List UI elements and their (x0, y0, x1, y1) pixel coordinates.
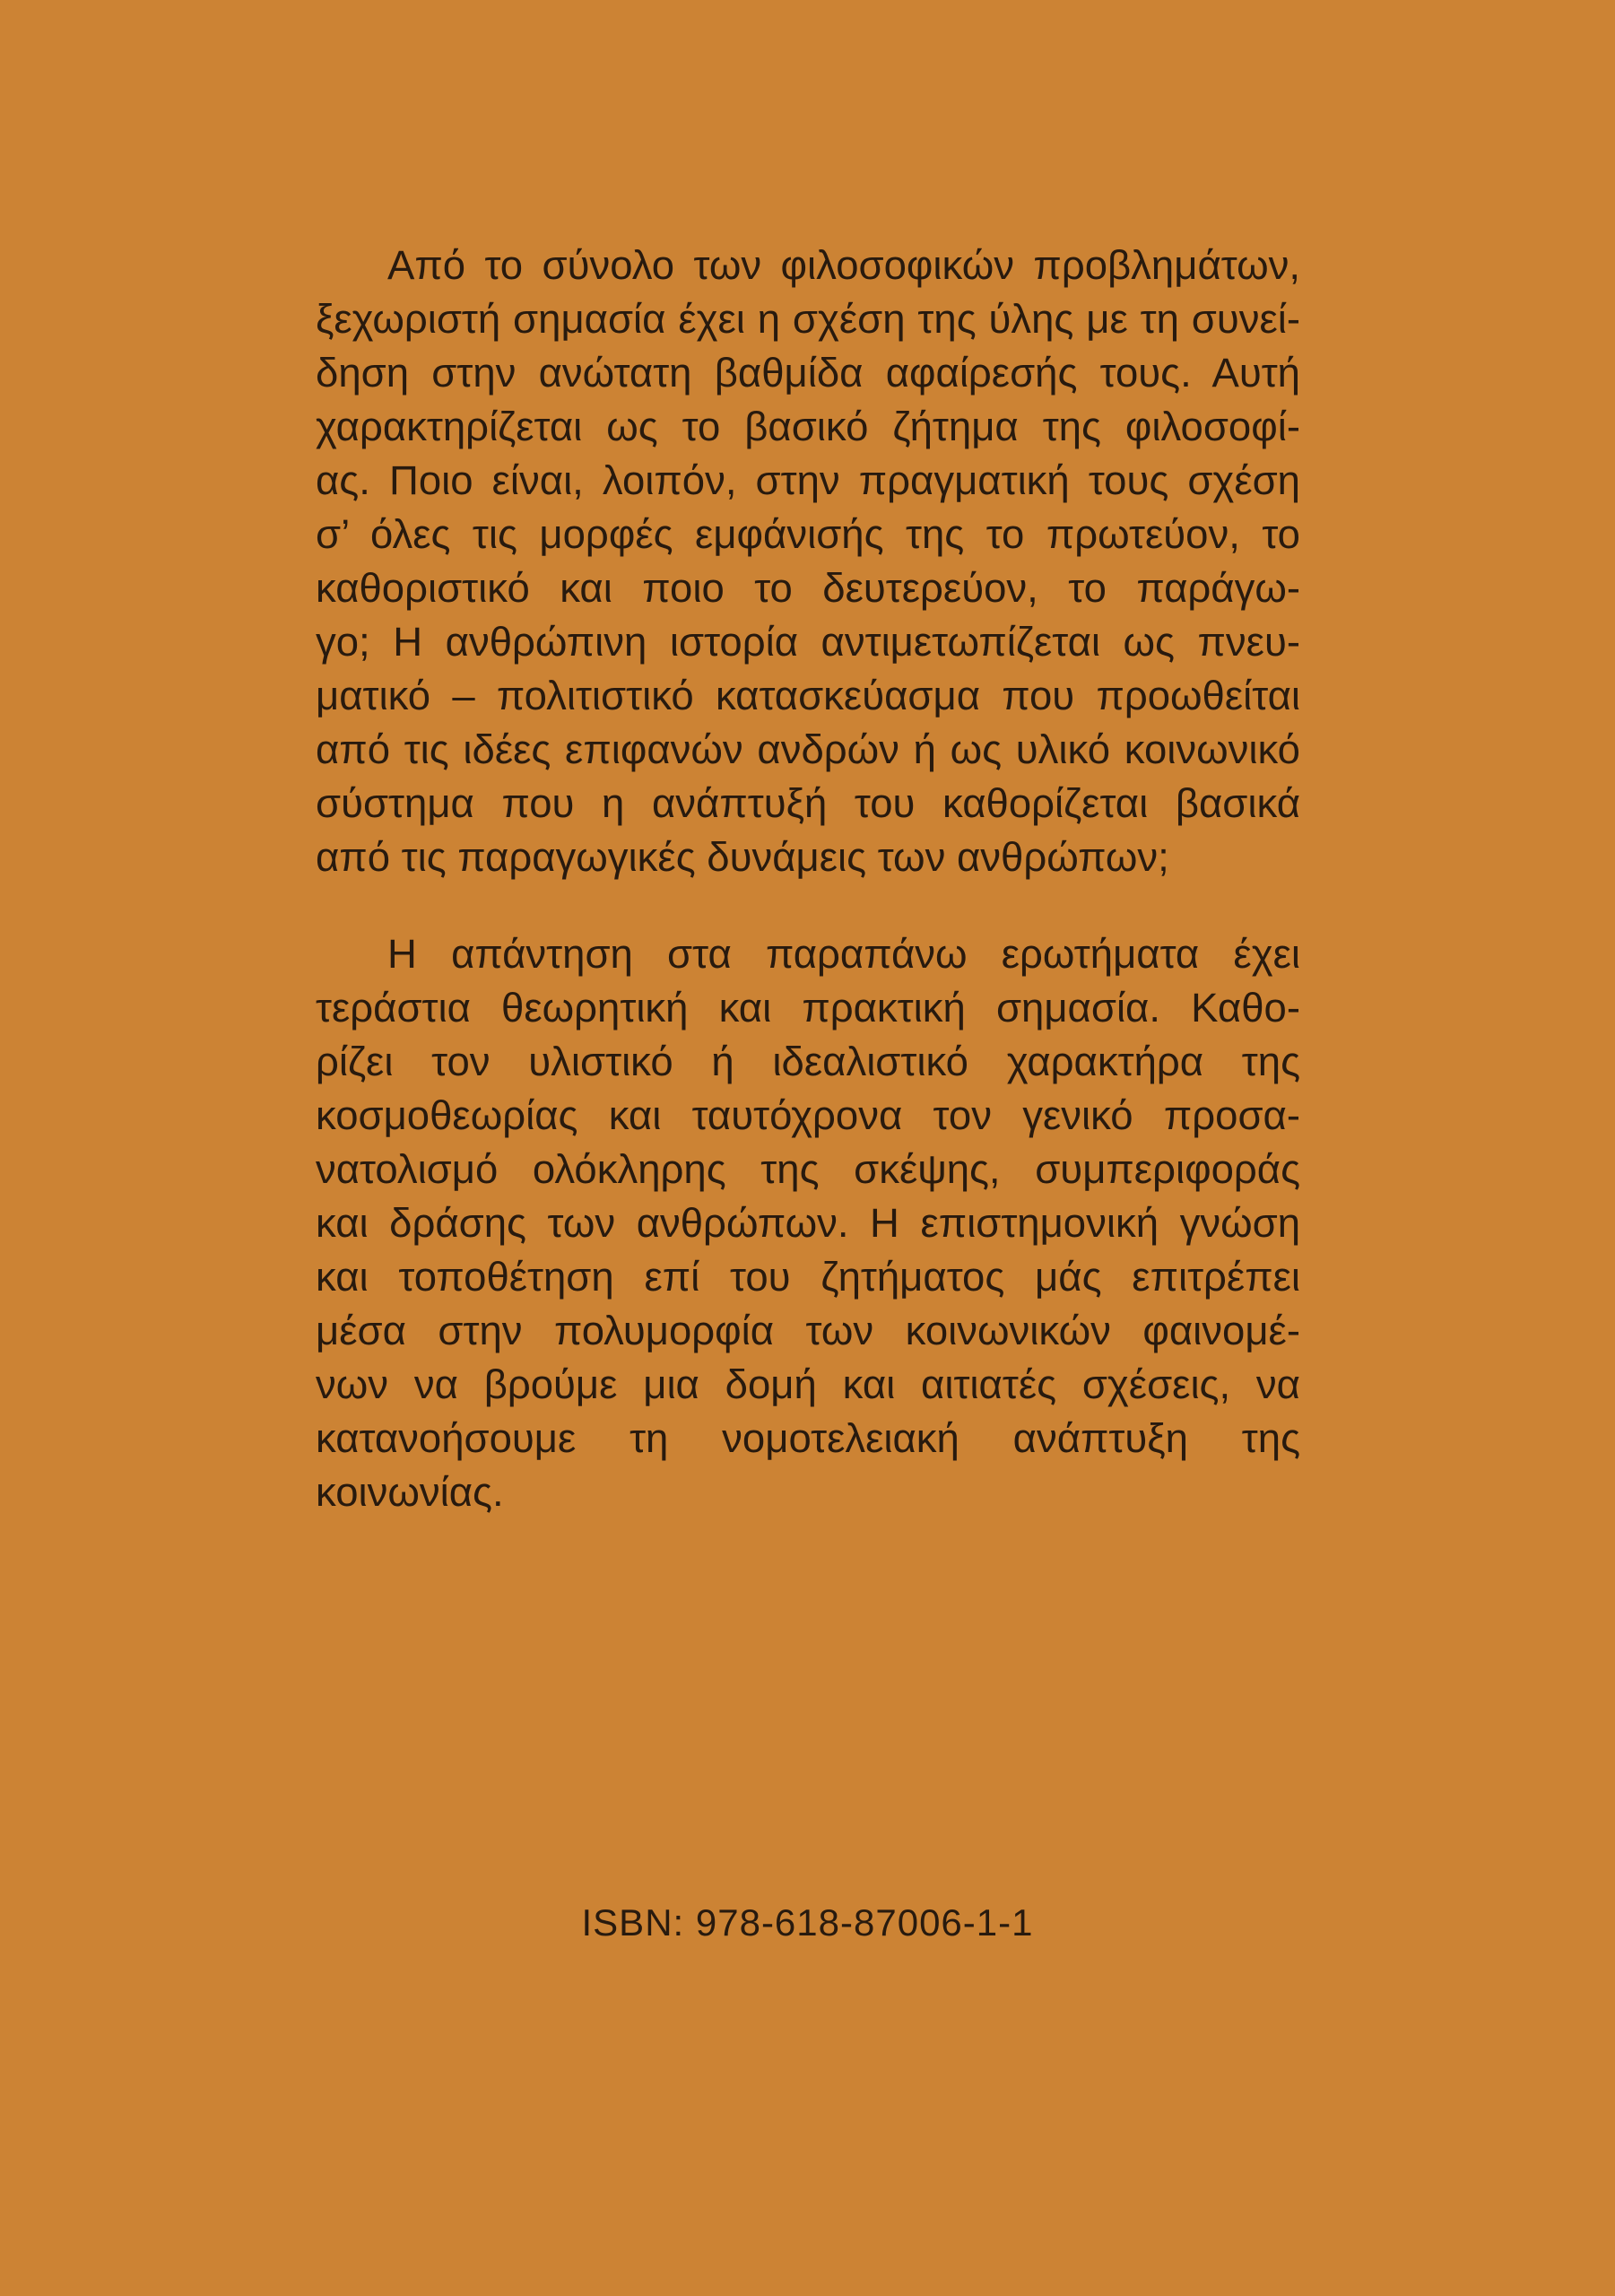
back-cover-text (316, 239, 1300, 1519)
text-line: ας. Ποιο είναι, λοιπόν, στην πραγματική τους σχέση (316, 457, 1300, 503)
text-line: και τοποθέτηση επί του ζητήματος μάς επιτρέπει (316, 1254, 1300, 1300)
text-line: σύστημα που η ανάπτυξή του καθορίζεται βασικά (316, 780, 1300, 826)
text-line: κατανοήσουμε τη νομοτελειακή ανάπτυξη της (316, 1415, 1300, 1461)
text-line: χαρακτηρίζεται ως το βασικό ζήτημα της φιλοσοφί- (316, 404, 1300, 449)
text-line: Η απάντηση στα παραπάνω ερωτήματα έχει (387, 931, 1300, 977)
text-line: κοσμοθεωρίας και ταυτόχρονα τον γενικό προσα- (316, 1092, 1300, 1138)
text-line: και δράσης των ανθρώπων. Η επιστημονική γνώση (316, 1200, 1300, 1246)
text-line: ματικό – πολιτιστικό κατασκεύασμα που προωθείται (316, 673, 1300, 718)
text-line: ξεχωριστή σημασία έχει η σχέση της ύλης με τη συνεί- (316, 296, 1300, 342)
text-line: νων να βρούμε μια δομή και αιτιατές σχέσεις, να (316, 1361, 1300, 1407)
text-line: κοινωνίας. (316, 1469, 504, 1515)
text-line: δηση στην ανώτατη βαθμίδα αφαίρεσής τους. Αυτή (316, 350, 1300, 396)
text-line: σ’ όλες τις μορφές εμφάνισής της το πρωτεύον, το (316, 511, 1300, 557)
text-line: από τις παραγωγικές δυνάμεις των ανθρώπων; (316, 834, 1169, 880)
text-line: από τις ιδέες επιφανών ανδρών ή ως υλικό κοινωνικό (316, 726, 1300, 772)
isbn-text: ISBN: 978-618-87006-1-1 (581, 1901, 1034, 1944)
text-line: μέσα στην πολυμορφία των κοινωνικών φαινομέ- (316, 1308, 1300, 1353)
text-line: Από το σύνολο των φιλοσοφικών προβλημάτων, (387, 242, 1300, 288)
paragraph-1 (316, 239, 1300, 884)
text-line: τεράστια θεωρητική και πρακτική σημασία. Καθο- (316, 985, 1300, 1031)
text-line: ρίζει τον υλιστικό ή ιδεαλιστικό χαρακτήρα της (316, 1039, 1300, 1084)
paragraph-2 (316, 927, 1300, 1519)
text-line: νατολισμό ολόκληρης της σκέψης, συμπεριφοράς (316, 1146, 1300, 1192)
text-line: γο; Η ανθρώπινη ιστορία αντιμετωπίζεται ως πνευ- (316, 619, 1300, 665)
text-line: καθοριστικό και ποιο το δευτερεύον, το παράγω- (316, 565, 1300, 611)
